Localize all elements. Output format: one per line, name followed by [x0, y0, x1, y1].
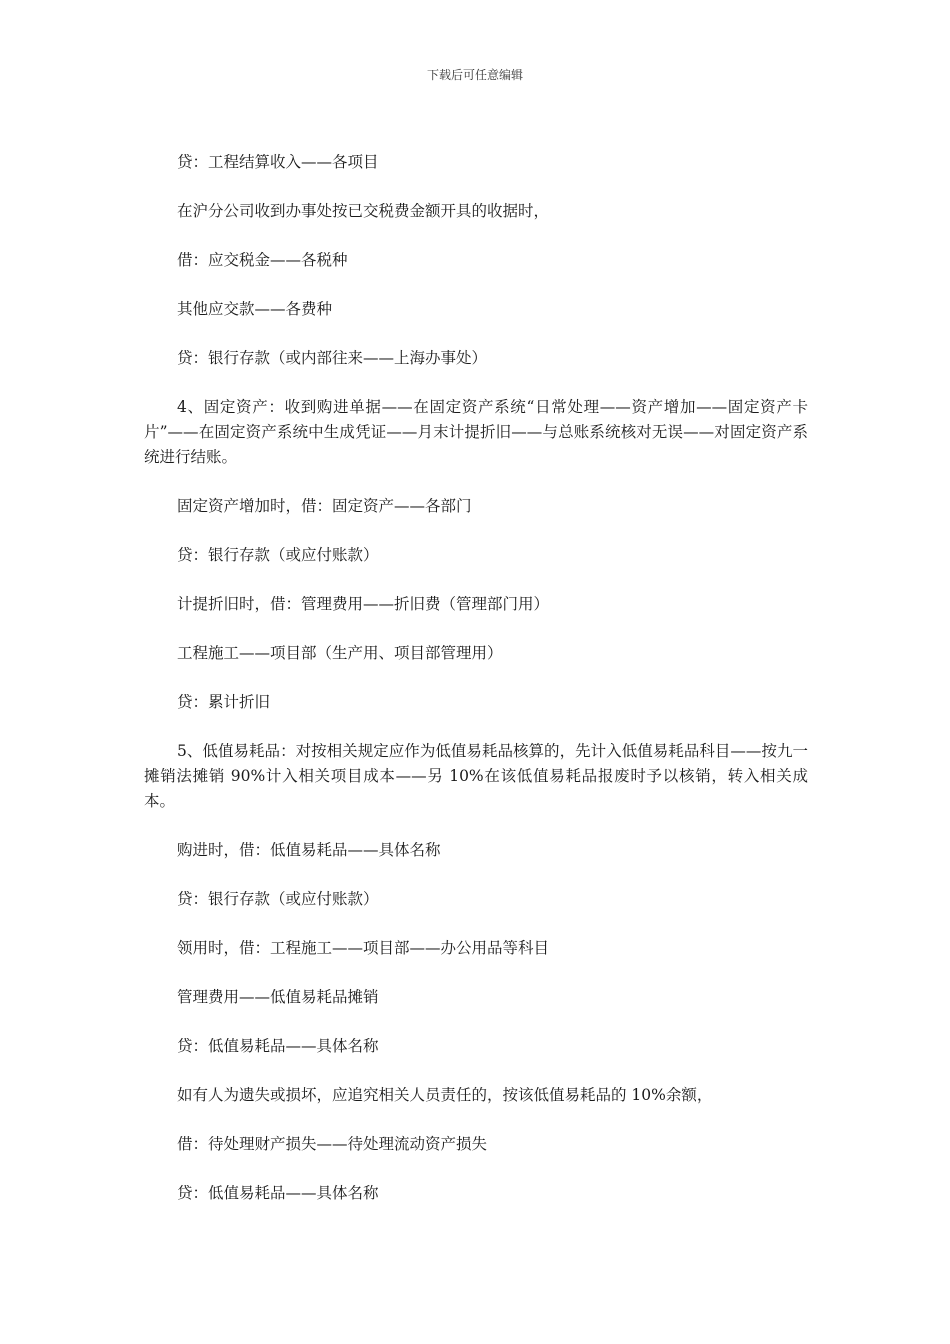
- paragraph-15: 领用时，借：工程施工——项目部——办公用品等科目: [177, 939, 550, 957]
- paragraph-7: 固定资产增加时，借：固定资产——各部门: [177, 497, 472, 515]
- document-body: [144, 150, 808, 1230]
- paragraph-4: 其他应交款——各费种: [177, 300, 333, 318]
- paragraph-14: 贷：银行存款（或应付账款）: [177, 890, 379, 908]
- paragraph-12: 5、低值易耗品：对按相关规定应作为低值易耗品核算的，先计入低值易耗品科目——按九一摊销法摊销 90%计入相关项目成本——另 10%在该低值易耗品报废时予以核销，转入相关成本。: [144, 742, 808, 810]
- paragraph-2: 在沪分公司收到办事处按已交税费金额开具的收据时，: [177, 202, 550, 220]
- paragraph-19: 借：待处理财产损失——待处理流动资产损失: [177, 1135, 488, 1153]
- paragraph-16: 管理费用——低值易耗品摊销: [177, 988, 379, 1006]
- paragraph-10: 工程施工——项目部（生产用、项目部管理用）: [177, 644, 503, 662]
- paragraph-3: 借：应交税金——各税种: [177, 251, 348, 269]
- paragraph-5: 贷：银行存款（或内部往来——上海办事处）: [177, 349, 488, 367]
- paragraph-8: 贷：银行存款（或应付账款）: [177, 546, 379, 564]
- paragraph-13: 购进时，借：低值易耗品——具体名称: [177, 841, 441, 859]
- paragraph-6: 4、固定资产：收到购进单据——在固定资产系统“日常处理——资产增加——固定资产卡片”——在固定资产系统中生成凭证——月末计提折旧——与总账系统核对无误——对固定资产系统进行结账。: [144, 398, 808, 466]
- paragraph-9: 计提折旧时，借：管理费用——折旧费（管理部门用）: [177, 595, 550, 613]
- paragraph-11: 贷：累计折旧: [177, 693, 271, 711]
- paragraph-1: 贷：工程结算收入——各项目: [177, 153, 379, 171]
- paragraph-17: 贷：低值易耗品——具体名称: [177, 1037, 379, 1055]
- page-header: 下载后可任意编辑: [426, 68, 523, 82]
- paragraph-18: 如有人为遗失或损坏，应追究相关人员责任的，按该低值易耗品的 10%余额，: [177, 1086, 713, 1104]
- paragraph-20: 贷：低值易耗品——具体名称: [177, 1184, 379, 1202]
